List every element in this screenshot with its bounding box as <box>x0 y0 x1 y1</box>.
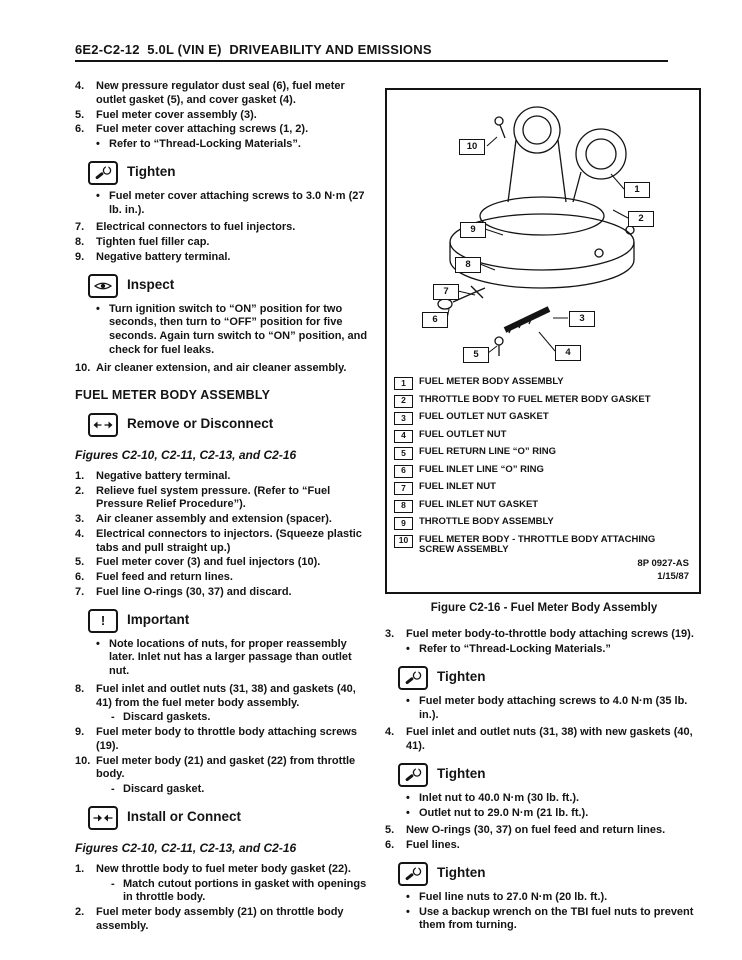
left-column <box>75 80 369 935</box>
item-text: Fuel meter cover (3) and fuel injectors (10). <box>96 556 321 569</box>
list-item <box>75 80 369 108</box>
bullet-text: • Refer to “Thread-Locking Materials.” <box>419 643 611 656</box>
item-number: 4. <box>75 527 85 540</box>
callout-label: Tighten <box>437 766 486 782</box>
bullet-text: • Refer to “Thread-Locking Materials”. <box>109 138 301 150</box>
item-number: 9. <box>75 250 85 263</box>
item-text: Negative battery terminal. <box>96 469 231 482</box>
bullet-item <box>406 891 703 905</box>
list-item <box>75 726 369 754</box>
item-text: Air cleaner assembly and extension (spacer). <box>96 513 332 526</box>
bullet-item <box>406 906 703 934</box>
legend-number: 8 <box>394 500 413 513</box>
list-item <box>75 109 369 123</box>
item-text: Relieve fuel system pressure. (Refer to “Fuel Pressure Relief Procedure”). <box>96 484 331 511</box>
figure-ref-block <box>637 558 689 584</box>
legend-number: 3 <box>394 412 413 425</box>
tighten-callout <box>398 666 703 690</box>
tighten-icon <box>398 763 428 787</box>
dash-text: - Discard gasket. <box>123 783 205 796</box>
legend-text: FUEL INLET NUT GASKET <box>419 498 539 510</box>
item-text: New throttle body to fuel meter body gasket (22). <box>96 862 351 875</box>
header-rule <box>75 60 668 62</box>
figure-callout: 5 <box>463 347 489 363</box>
figure-callout: 1 <box>624 182 650 198</box>
list-item <box>385 628 703 642</box>
legend-text: FUEL INLET NUT <box>419 481 496 492</box>
item-number: 4. <box>385 726 395 739</box>
figure-callout: 6 <box>422 312 448 328</box>
item-text: Fuel inlet and outlet nuts (31, 38) and gaskets (40, 41) from the fuel meter body assembly. <box>96 682 356 709</box>
legend-text: THROTTLE BODY ASSEMBLY <box>419 516 554 527</box>
tighten-icon <box>398 666 428 690</box>
item-number: 8. <box>75 236 85 248</box>
item-number: 10. <box>75 754 91 767</box>
list-item <box>75 123 369 137</box>
legend-text: FUEL RETURN LINE “O” RING <box>419 446 557 457</box>
inspect-callout <box>88 274 369 298</box>
figure-callout: 8 <box>455 257 481 273</box>
legend-item <box>394 465 692 478</box>
figure-ref-date: 1/15/87 <box>657 571 689 583</box>
list-item <box>75 906 369 934</box>
item-text: Tighten fuel filler cap. <box>96 236 210 248</box>
bullet-item <box>406 807 703 821</box>
callout-label: Tighten <box>437 669 486 685</box>
list-item <box>75 470 369 484</box>
bullet-text: • Fuel line nuts to 27.0 N·m (20 lb. ft.). <box>419 890 608 903</box>
legend-item <box>394 517 692 530</box>
item-number: 3. <box>75 513 85 526</box>
item-text: Fuel meter body (21) and gasket (22) from throttle body. <box>96 754 356 781</box>
item-number: 7. <box>75 585 85 598</box>
bullet-text: • Fuel meter cover attaching screws to 3.0 N·m (27 lb. in.). <box>109 189 365 216</box>
legend-text: FUEL OUTLET NUT GASKET <box>419 411 549 422</box>
dash-item <box>111 783 369 797</box>
item-number: 4. <box>75 80 85 92</box>
figure-callout: 7 <box>433 284 459 300</box>
item-number: 1. <box>75 469 85 482</box>
legend-item <box>394 412 692 425</box>
callout-label: Install or Connect <box>127 809 242 825</box>
tighten-callout <box>398 763 703 787</box>
list-item <box>75 586 369 600</box>
list-item <box>75 485 369 513</box>
callout-label: Tighten <box>437 865 486 881</box>
bullet-text: • Turn ignition switch to “ON” position for two seconds, then turn to “OFF” position for five seconds. Again turn switch to “ON” position, and check for fuel leaks. <box>109 302 368 356</box>
item-text: Fuel meter cover assembly (3). <box>96 108 257 121</box>
legend-number: 9 <box>394 517 413 530</box>
list-item <box>75 513 369 527</box>
figure-ref-code: 8P 0927-AS <box>637 558 689 570</box>
figure-caption: Figure C2-16 - Fuel Meter Body Assembly <box>430 602 658 614</box>
bullet-item <box>96 138 369 152</box>
item-text: Fuel feed and return lines. <box>96 571 233 584</box>
item-number: 7. <box>75 221 85 234</box>
list-item <box>75 683 369 711</box>
legend-number: 4 <box>394 430 413 443</box>
legend-text: FUEL METER BODY - THROTTLE BODY ATTACHING SCREW ASSEMBLY <box>419 533 656 556</box>
callout-label: Remove or Disconnect <box>127 416 274 432</box>
item-number: 6. <box>385 839 395 852</box>
figure-callout: 3 <box>569 311 595 327</box>
dash-text: - Match cutout portions in gasket with openings in throttle body. <box>123 877 367 904</box>
item-number: 2. <box>75 484 85 497</box>
right-column <box>385 88 703 934</box>
bullet-text: • Inlet nut to 40.0 N·m (30 lb. ft.). <box>419 791 580 804</box>
list-item <box>75 755 369 783</box>
legend-item <box>394 482 692 495</box>
tighten-callout <box>398 862 703 886</box>
item-text: Negative battery terminal. <box>96 250 231 263</box>
list-item <box>385 824 703 838</box>
list-item <box>75 571 369 585</box>
list-item <box>75 251 369 265</box>
item-text: Fuel lines. <box>406 839 460 852</box>
list-item <box>75 221 369 235</box>
figure-legend <box>394 377 692 561</box>
remove-disconnect-icon <box>88 413 118 437</box>
bullet-text: • Use a backup wrench on the TBI fuel nuts to prevent them from turning. <box>419 905 694 932</box>
item-number: 2. <box>75 906 85 919</box>
figure-reference: Figures C2-10, C2-11, C2-13, and C2-16 <box>75 447 297 462</box>
list-item <box>75 236 369 250</box>
install-connect-icon <box>88 806 118 830</box>
inspect-icon <box>88 274 118 298</box>
figure-c2-16 <box>385 88 701 594</box>
figure-callout: 2 <box>628 211 654 227</box>
install-callout <box>88 806 369 830</box>
callout-label: Tighten <box>127 164 176 180</box>
bullet-item <box>406 792 703 806</box>
item-text: New pressure regulator dust seal (6), fuel meter outlet gasket (5), and cover gasket (4). <box>96 80 345 106</box>
item-text: Fuel meter body to throttle body attaching screws (19). <box>96 726 357 752</box>
item-text: Fuel meter body assembly (21) on throttle body assembly. <box>96 906 344 932</box>
item-number: 6. <box>75 123 85 136</box>
item-number: 8. <box>75 682 85 695</box>
bullet-item <box>96 638 369 679</box>
item-text: Electrical connectors to fuel injectors. <box>96 221 296 234</box>
item-number: 3. <box>385 628 395 641</box>
callout-label: Important <box>127 612 190 628</box>
item-number: 1. <box>75 862 85 875</box>
dash-item <box>111 711 369 725</box>
callout-label: Inspect <box>127 277 175 293</box>
bullet-text: • Note locations of nuts, for proper reassembly later. Inlet nut has a larger passage than outlet nut. <box>109 637 352 678</box>
legend-text: FUEL INLET LINE “O” RING <box>419 463 544 475</box>
dash-text: - Discard gaskets. <box>123 711 211 724</box>
item-number: 6. <box>75 571 85 584</box>
figure-callout: 4 <box>555 345 581 361</box>
bullet-item <box>406 695 703 723</box>
legend-text: FUEL METER BODY ASSEMBLY <box>419 376 564 387</box>
item-text: Electrical connectors to injectors. (Squeeze plastic tabs and pull straight up.) <box>96 527 362 554</box>
list-item <box>385 726 703 754</box>
legend-number: 7 <box>394 482 413 495</box>
legend-item <box>394 430 692 443</box>
tighten-icon <box>398 862 428 886</box>
legend-item <box>394 447 692 460</box>
legend-item <box>394 500 692 513</box>
remove-callout <box>88 413 369 437</box>
item-text: Fuel meter body-to-throttle body attaching screws (19). <box>406 628 694 641</box>
item-text: New O-rings (30, 37) on fuel feed and return lines. <box>406 824 666 837</box>
item-number: 10. <box>75 361 91 374</box>
legend-text: FUEL OUTLET NUT <box>419 428 507 440</box>
important-icon <box>88 609 118 633</box>
legend-number: 10 <box>394 535 413 548</box>
dash-item <box>111 878 369 906</box>
bullet-item <box>96 303 369 358</box>
section-heading: FUEL METER BODY ASSEMBLY <box>75 388 271 403</box>
figure-callout: 9 <box>460 222 486 238</box>
bullet-text: • Outlet nut to 29.0 N·m (21 lb. ft.). <box>419 806 589 819</box>
bullet-item <box>406 643 703 657</box>
page-header: 6E2-C2-12 5.0L (VIN E) DRIVEABILITY AND EMISSIONS <box>75 42 432 57</box>
tighten-callout <box>88 161 369 185</box>
legend-item <box>394 395 692 408</box>
item-number: 5. <box>75 108 85 121</box>
item-text: Fuel meter cover attaching screws (1, 2). <box>96 123 309 136</box>
important-glyph: ! <box>100 613 106 629</box>
legend-item <box>394 377 692 390</box>
legend-number: 2 <box>394 395 413 408</box>
item-text: Fuel inlet and outlet nuts (31, 38) with new gaskets (40, 41). <box>406 726 693 753</box>
bullet-text: • Fuel meter body attaching screws to 4.0 N·m (35 lb. in.). <box>419 694 688 721</box>
legend-number: 5 <box>394 447 413 460</box>
list-item <box>75 362 369 376</box>
legend-number: 6 <box>394 465 413 478</box>
item-text: Air cleaner extension, and air cleaner assembly. <box>96 361 347 374</box>
list-item <box>75 556 369 570</box>
list-item <box>75 863 369 877</box>
item-text: Fuel line O-rings (30, 37) and discard. <box>96 585 292 598</box>
figure-diagram <box>387 90 699 375</box>
list-item <box>385 839 703 853</box>
item-number: 9. <box>75 726 85 739</box>
legend-number: 1 <box>394 377 413 390</box>
tighten-icon <box>88 161 118 185</box>
bullet-item <box>96 190 369 218</box>
item-number: 5. <box>75 556 85 569</box>
figure-callout: 10 <box>459 139 485 155</box>
item-number: 5. <box>385 824 395 837</box>
list-item <box>75 528 369 556</box>
legend-text: THROTTLE BODY TO FUEL METER BODY GASKET <box>419 393 651 405</box>
figure-reference: Figures C2-10, C2-11, C2-13, and C2-16 <box>75 840 297 855</box>
important-callout <box>88 609 369 633</box>
legend-item <box>394 535 692 557</box>
